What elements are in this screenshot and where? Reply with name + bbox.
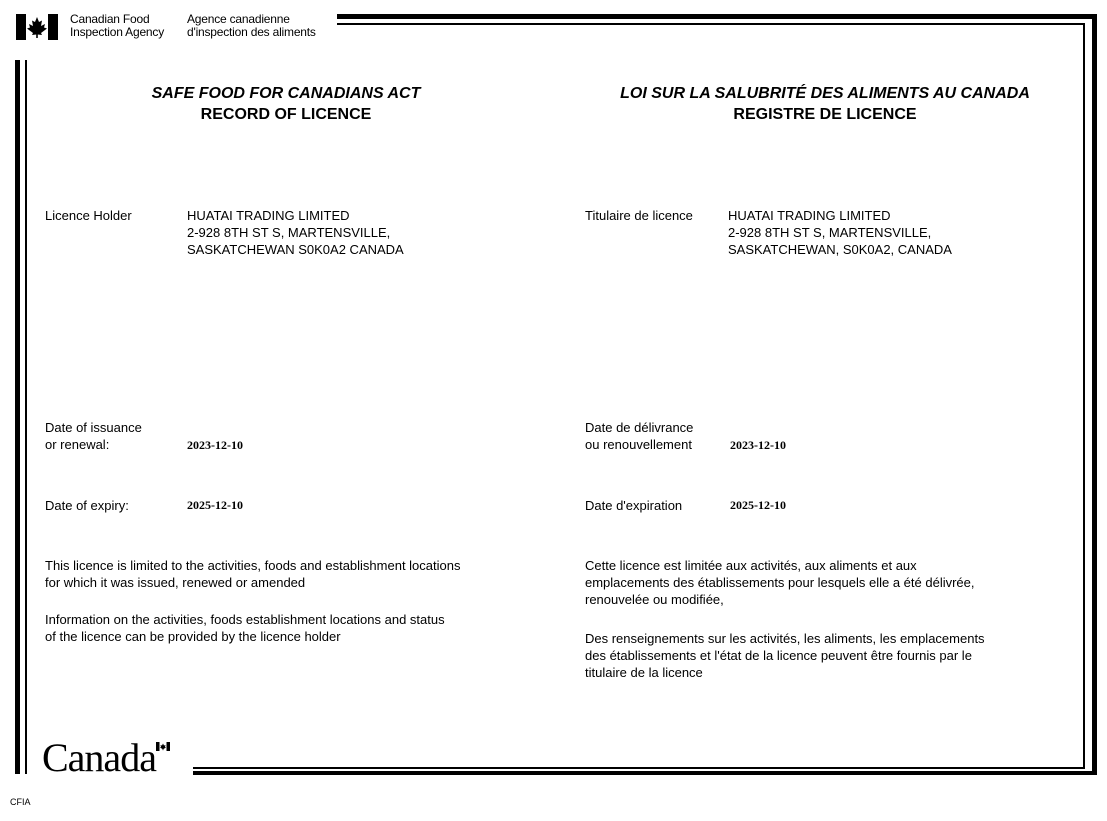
heading-en (100, 83, 472, 125)
frame-right-border (1092, 14, 1097, 775)
holder-address-line-1-fr: 2-928 8TH ST S, MARTENSVILLE, (728, 225, 932, 240)
expiry-label-en: Date of expiry: (45, 498, 129, 513)
frame-top-border-inner (337, 23, 1085, 25)
canada-flag-icon (16, 14, 58, 40)
expiry-label-fr: Date d'expiration (585, 498, 683, 513)
frame-left-border (15, 60, 20, 774)
holder-address-line-1-en: 2-928 8TH ST S, MARTENSVILLE, (187, 225, 391, 240)
frame-bottom-border (193, 771, 1097, 775)
expiry-date-en: 2025-12-10 (187, 498, 243, 512)
licence-holder-label-fr: Titulaire de licence (585, 208, 693, 223)
issuance-date-fr: 2023-12-10 (730, 438, 786, 452)
holder-address-line-2-fr: SASKATCHEWAN, S0K0A2, CANADA (728, 242, 952, 257)
canada-wordmark: Canada (42, 735, 156, 780)
holder-name-en: HUATAI TRADING LIMITED (187, 208, 350, 223)
frame-left-border-inner (25, 60, 27, 774)
act-name-en: SAFE FOOD FOR CANADIANS ACT (151, 85, 421, 102)
wordmark-flag-icon (156, 742, 170, 751)
record-title-fr: REGISTRE DE LICENCE (733, 106, 917, 123)
agency-name-fr: Agence canadienne d'inspection des aliments (187, 12, 316, 39)
heading-fr (570, 83, 1080, 125)
licence-holder-value-en (187, 207, 404, 258)
record-title-en: RECORD OF LICENCE (200, 106, 372, 123)
frame-right-border-inner (1083, 23, 1085, 767)
issuance-date-en: 2023-12-10 (187, 438, 243, 452)
holder-name-fr: HUATAI TRADING LIMITED (728, 208, 891, 223)
frame-top-border (337, 14, 1097, 19)
licence-limitation-note-fr: Cette licence est limitée aux activités, aux aliments et aux emplacements des établissements pour lesquels elle a été délivrée, renouvelée ou modifiée, (585, 558, 975, 607)
issuance-label-fr: Date de délivrance ou renouvellement (585, 420, 694, 452)
issuance-label-en: Date of issuance or renewal: (45, 420, 142, 452)
licence-holder-label-en: Licence Holder (45, 208, 132, 223)
form-code: CFIA (10, 797, 31, 807)
frame-bottom-border-inner (193, 767, 1085, 769)
licence-information-note-fr: Des renseignements sur les activités, les aliments, les emplacements des établissements et l'état de la licence peuvent être fournis par le titulaire de la licence (585, 631, 985, 680)
licence-limitation-note-en: This licence is limited to the activities, foods and establishment locations for which it was issued, renewed or amended (45, 558, 461, 590)
holder-address-line-2-en: SASKATCHEWAN S0K0A2 CANADA (187, 242, 404, 257)
licence-information-note-en: Information on the activities, foods establishment locations and status of the licence can be provided by the licence holder (45, 612, 445, 644)
act-name-fr: LOI SUR LA SALUBRITÉ DES ALIMENTS AU CANADA (620, 85, 1030, 102)
expiry-date-fr: 2025-12-10 (730, 498, 786, 512)
agency-name-en: Canadian Food Inspection Agency (70, 12, 165, 39)
licence-holder-value-fr (728, 207, 952, 258)
